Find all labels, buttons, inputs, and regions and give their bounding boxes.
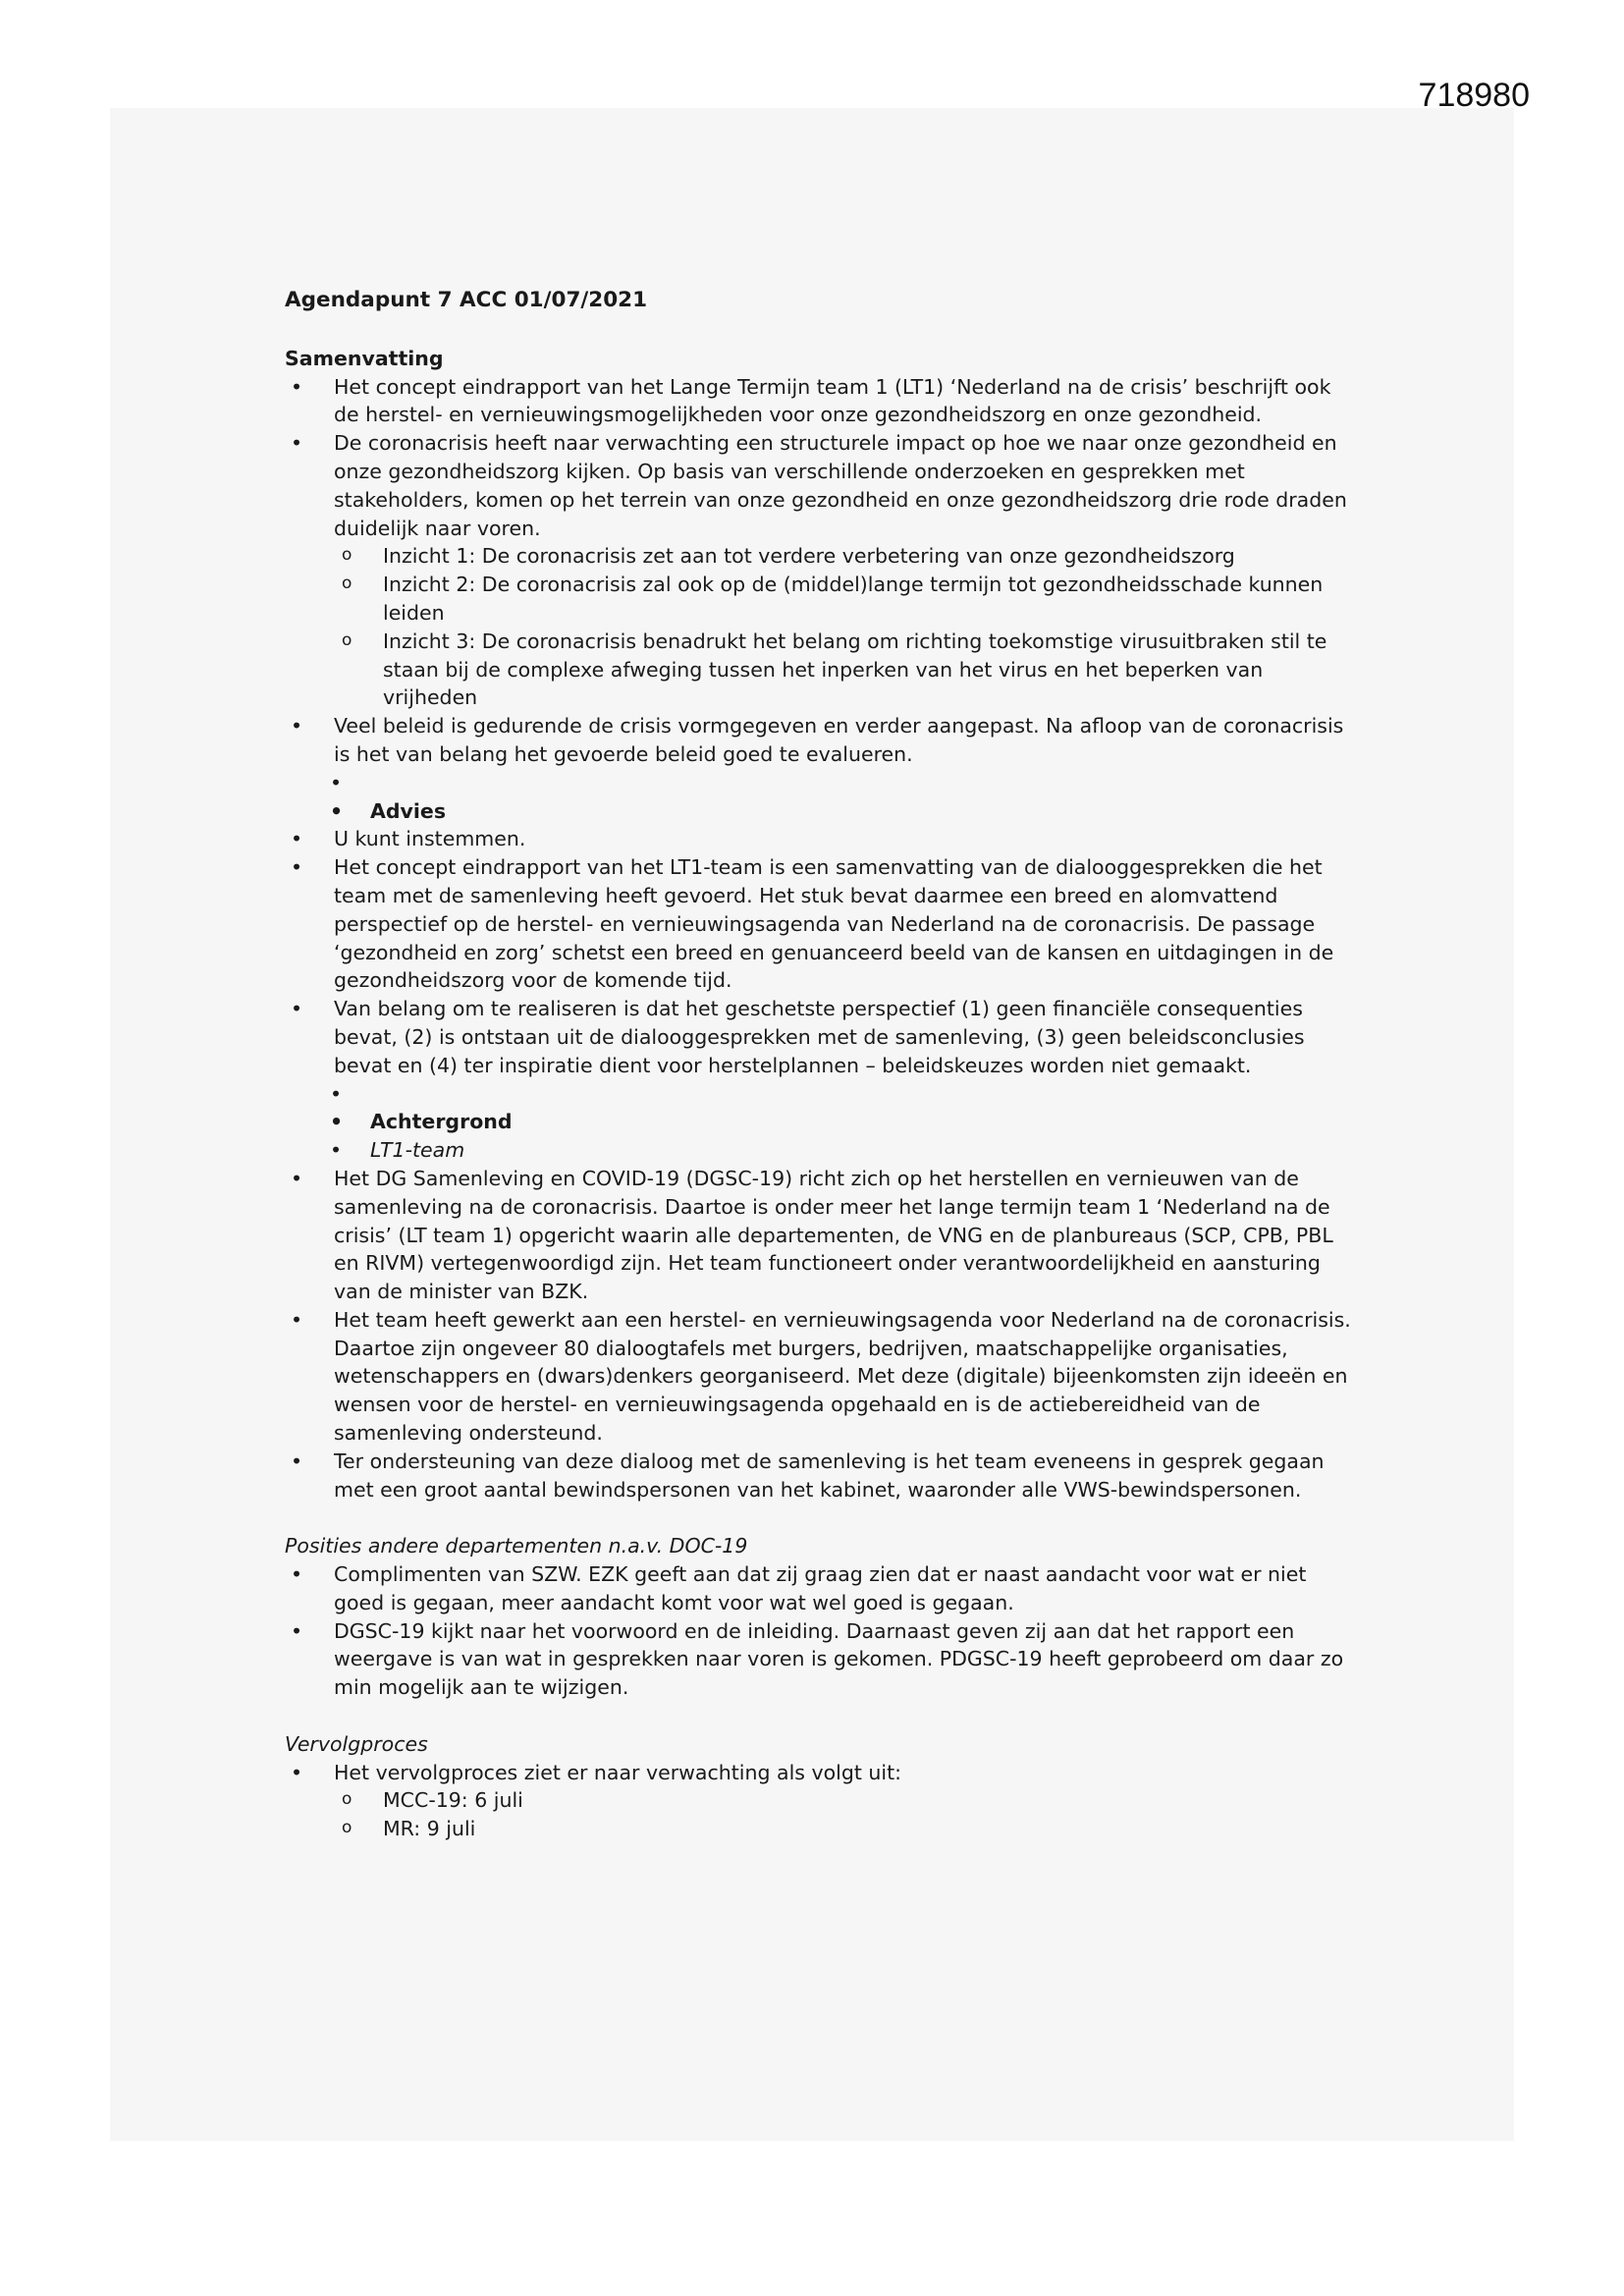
empty-bullet [285,1080,1355,1109]
samenvatting-heading: Samenvatting [285,346,444,370]
posities-heading: Posities andere departementen n.a.v. DOC-19 [285,1534,748,1558]
samenvatting-bullet: • Veel beleid is gedurende de crisis vormgegeven en verder aangepast. Na afloop van de coronacrisis is het van belang het gevoerde beleid goed te evalueren. [285,712,1355,769]
document-body [285,287,1355,1843]
inzicht-item: o Inzicht 1: De coronacrisis zet aan tot verdere verbetering van onze gezondheidszorg [285,542,1355,571]
achtergrond-bullet: • Het team heeft gewerkt aan een herstel- en vernieuwingsagenda voor Nederland na de coronacrisis. Daartoe zijn ongeveer 80 dialoogtafels met burgers, bedrijven, maatschappelijke organisaties, wetenschappers en (dwars)denkers georganiseerd. Met deze (digitale) bijeenkomsten zijn ideeën en wensen voor de herstel- en vernieuwingsagenda opgehaald en is de actiebereidheid van de samenleving ondersteund. [285,1306,1355,1448]
inzicht-item: o Inzicht 2: De coronacrisis zal ook op de (middel)lange termijn tot gezondheidsschade kunnen leiden [285,571,1355,628]
samenvatting-bullet: • De coronacrisis heeft naar verwachting een structurele impact op hoe we naar onze gezondheid en onze gezondheidszorg kijken. Op basis van verschillende onderzoeken en gesprekken met stakeholders, komen op het terrein van onze gezondheid en onze gezondheidszorg drie rode draden duidelijk naar voren. [285,429,1355,542]
posities-bullet: • DGSC-19 kijkt naar het voorwoord en de inleiding. Daarnaast geven zij aan dat het rapport een weergave is van wat in gesprekken naar voren is gekomen. PDGSC-19 heeft geprobeerd om daar zo min mogelijk aan te wijzigen. [285,1617,1355,1702]
empty-bullet [285,769,1355,797]
advies-heading: • Advies [285,797,1355,826]
advies-bullet: • Van belang om te realiseren is dat het geschetste perspectief (1) geen financiële consequenties bevat, (2) is ontstaan uit de dialooggesprekken met de samenleving, (3) geen beleidsconclusies bevat en (4) ter inspiratie dient voor herstelplannen – beleidskeuzes worden niet gemaakt. [285,995,1355,1079]
achtergrond-bullet: • Ter ondersteuning van deze dialoog met de samenleving is het team eveneens in gesprek gegaan met een groot aantal bewindspersonen van het kabinet, waaronder alle VWS-bewindspersonen. [285,1448,1355,1504]
advies-bullet: • Het concept eindrapport van het LT1-team is een samenvatting van de dialooggesprekken die het team met de samenleving heeft gevoerd. Het stuk bevat daarmee een breed en alomvattend perspectief op de herstel- en vernieuwingsagenda van Nederland na de coronacrisis. De passage ‘gezondheid en zorg’ schetst een breed en genuanceerd beeld van de kansen en uitdagingen in de gezondheidszorg voor de komende tijd. [285,853,1355,995]
advies-bullet: • U kunt instemmen. [285,825,1355,853]
vervolgproces-bullet: • Het vervolgproces ziet er naar verwachting als volgt uit: [285,1759,1355,1787]
agenda-title: Agendapunt 7 ACC 01/07/2021 [285,288,648,312]
achtergrond-heading: • Achtergrond [285,1108,1355,1136]
achtergrond-bullet: • Het DG Samenleving en COVID-19 (DGSC-19) richt zich op het herstellen en vernieuwen van de samenleving na de coronacrisis. Daartoe is onder meer het lange termijn team 1 ‘Nederland na de crisis’ (LT team 1) opgericht waarin alle departementen, de VNG en de planbureaus (SCP, CPB, PBL en RIVM) vertegenwoordigd zijn. Het team functioneert onder verantwoordelijkheid en aansturing van de minister van BZK. [285,1165,1355,1306]
inzicht-item: o Inzicht 3: De coronacrisis benadrukt het belang om richting toekomstige virusuitbraken stil te staan bij de complexe afweging tussen het inperken van het virus en het beperken van vrijheden [285,628,1355,712]
lt1-team-subheading: • LT1-team [285,1136,1355,1165]
posities-bullet: • Complimenten van SZW. EZK geeft aan dat zij graag zien dat er naast aandacht voor wat er niet goed is gegaan, meer aandacht komt voor wat wel goed is gegaan. [285,1560,1355,1617]
vervolgproces-item: o MCC-19: 6 juli [285,1786,1355,1815]
samenvatting-bullet: • Het concept eindrapport van het Lange Termijn team 1 (LT1) ‘Nederland na de crisis’ beschrijft ook de herstel- en vernieuwingsmogelijkheden voor onze gezondheidszorg en onze gezondheid. [285,373,1355,430]
vervolgproces-item: o MR: 9 juli [285,1815,1355,1843]
document-number: 718980 [1418,77,1530,114]
vervolgproces-heading: Vervolgproces [285,1731,428,1756]
